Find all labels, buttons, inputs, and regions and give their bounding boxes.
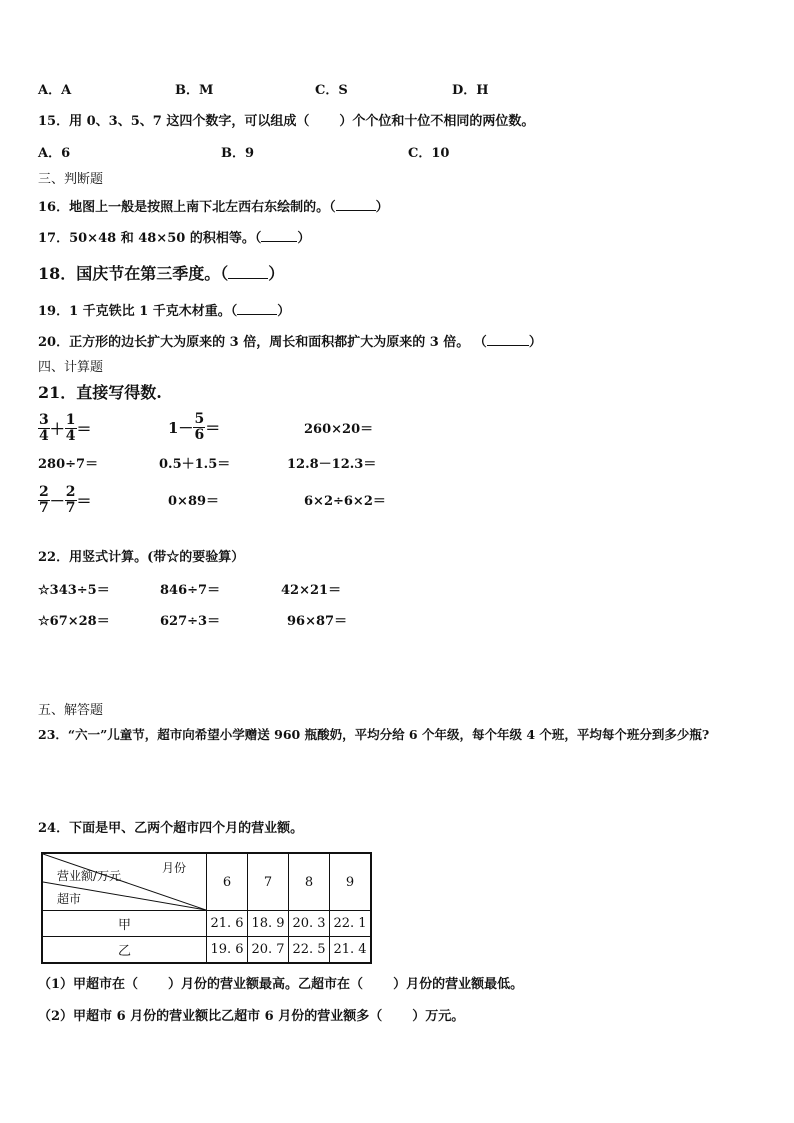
expression-lead: 1－ — [168, 418, 194, 437]
row-label: 甲 — [42, 911, 207, 937]
denominator: 7 — [65, 500, 76, 516]
operator: － — [49, 491, 65, 510]
table-cell: 20. 3 — [289, 911, 330, 937]
q21-r2c1: 280÷7＝ — [38, 457, 99, 472]
q24-sub2-part-a: （2）甲超市 6 月份的营业额比乙超市 6 月份的营业额多（ — [38, 1009, 383, 1024]
q24-title: 24．下面是甲、乙两个超市四个月的营业额。 — [38, 821, 304, 836]
fraction — [38, 485, 50, 516]
month-header: 8 — [289, 853, 330, 911]
denominator: 7 — [39, 500, 49, 516]
q22-r1c3: 42×21＝ — [281, 583, 342, 598]
table-header-row — [42, 853, 371, 911]
header-supermarket-label: 超市 — [57, 892, 82, 906]
numerator: 3 — [39, 412, 49, 428]
table-cell: 18. 9 — [248, 911, 289, 937]
q20-text: 20．正方形的边长扩大为原来的 3 倍，周长和面积都扩大为原来的 3 倍。 （ — [38, 335, 487, 350]
fraction — [65, 413, 77, 444]
section-5-title: 五、解答题 — [38, 703, 104, 718]
fraction — [38, 413, 50, 444]
q15-option-a: A．6 — [38, 146, 71, 161]
q24-sub1-part-b: ）月份的营业额最高。乙超市在（ — [168, 977, 364, 992]
q22-title: 22．用竖式计算。(带☆的要验算） — [38, 550, 245, 565]
q22-r1c1: ☆343÷5＝ — [38, 583, 110, 598]
q23-question: 23．“六一”儿童节，超市向希望小学赠送 960 瓶酸奶，平均分给 6 个年级，每个年级 4 个班，平均每个班分到多少瓶? — [38, 727, 710, 742]
q21-r3c3: 6×2÷6×2＝ — [304, 494, 386, 509]
q15-suffix: ）个个位和十位不相同的两位数。 — [339, 114, 535, 129]
header-sales-label: 营业额/万元 — [57, 869, 122, 883]
table-cell: 22. 5 — [289, 937, 330, 963]
q16-question — [38, 197, 389, 217]
fraction — [65, 485, 77, 516]
equals: ＝ — [76, 419, 92, 438]
row-label: 乙 — [42, 937, 207, 963]
q24-sub2-part-b: ）万元。 — [412, 1009, 465, 1024]
q22-r2c1: ☆67×28＝ — [38, 614, 110, 629]
table-cell: 20. 7 — [248, 937, 289, 963]
q18-question — [38, 262, 284, 285]
q22-r1c2: 846÷7＝ — [160, 583, 221, 598]
month-header: 9 — [330, 853, 372, 911]
numerator: 2 — [65, 484, 76, 500]
q17-answer-blank — [261, 228, 297, 242]
denominator: 6 — [194, 427, 205, 443]
table-row — [42, 937, 371, 963]
q21-r1c3: 260×20＝ — [304, 422, 374, 437]
operator: ＋ — [49, 419, 65, 438]
header-month-label: 月份 — [161, 861, 186, 875]
q19-question — [38, 301, 290, 321]
q17-question — [38, 228, 310, 248]
month-header: 7 — [248, 853, 289, 911]
q20-close: ） — [528, 335, 542, 350]
numerator: 1 — [65, 412, 76, 428]
q24-sub2 — [38, 1008, 464, 1026]
q21-r3c1 — [38, 484, 92, 516]
table-cell: 21. 6 — [207, 911, 248, 937]
section-4-title: 四、计算题 — [38, 360, 104, 375]
q14-option-c: C．S — [315, 83, 348, 98]
equals: ＝ — [76, 491, 92, 510]
q16-text: 16．地图上一般是按照上南下北左西右东绘制的。（ — [38, 200, 336, 215]
q21-r2c3: 12.8－12.3＝ — [287, 457, 377, 472]
q18-close: ） — [268, 264, 285, 283]
q16-answer-blank — [336, 197, 376, 211]
q24-sub1-part-a: （1）甲超市在（ — [38, 977, 139, 992]
table-row — [42, 911, 371, 937]
q17-text: 17．50×48 和 48×50 的积相等。（ — [38, 231, 262, 246]
q17-close: ） — [297, 231, 311, 246]
q19-close: ） — [277, 304, 291, 319]
q15-option-c: C．10 — [408, 146, 450, 161]
equals: ＝ — [205, 418, 221, 437]
q16-close: ） — [375, 200, 389, 215]
numerator: 2 — [39, 484, 49, 500]
q22-r2c2: 627÷3＝ — [160, 614, 221, 629]
q21-r3c2: 0×89＝ — [168, 494, 220, 509]
q14-option-a: A．A — [38, 83, 72, 98]
q22-r2c3: 96×87＝ — [287, 614, 348, 629]
q15-prefix: 15．用 0、3、5、7 这四个数字，可以组成（ — [38, 114, 310, 129]
q19-answer-blank — [237, 301, 277, 315]
numerator: 5 — [194, 411, 205, 427]
q21-r2c2: 0.5＋1.5＝ — [159, 457, 231, 472]
q14-option-b: B．M — [175, 83, 214, 98]
q18-text: 18．国庆节在第三季度。（ — [38, 264, 229, 283]
table-cell: 22. 1 — [330, 911, 372, 937]
month-header: 6 — [207, 853, 248, 911]
denominator: 4 — [39, 428, 49, 444]
table-cell: 19. 6 — [207, 937, 248, 963]
fraction — [193, 412, 205, 443]
q14-option-d: D．H — [452, 83, 489, 98]
q24-sub1-part-c: ）月份的营业额最低。 — [393, 977, 524, 992]
q21-r1c1 — [38, 412, 92, 444]
q21-r1c2 — [168, 412, 220, 443]
table-cell: 21. 4 — [330, 937, 372, 963]
q24-sub1 — [38, 976, 523, 994]
q21-title: 21．直接写得数. — [38, 383, 162, 402]
sales-table — [41, 852, 372, 964]
q15-question — [38, 113, 534, 131]
q18-answer-blank — [228, 262, 268, 279]
denominator: 4 — [65, 428, 76, 444]
q15-option-b: B．9 — [221, 146, 255, 161]
q19-text: 19．1 千克铁比 1 千克木材重。（ — [38, 304, 238, 319]
section-3-title: 三、判断题 — [38, 172, 104, 187]
q20-question — [38, 332, 542, 352]
q20-answer-blank — [487, 332, 529, 346]
diagonal-header-cell — [42, 853, 207, 911]
